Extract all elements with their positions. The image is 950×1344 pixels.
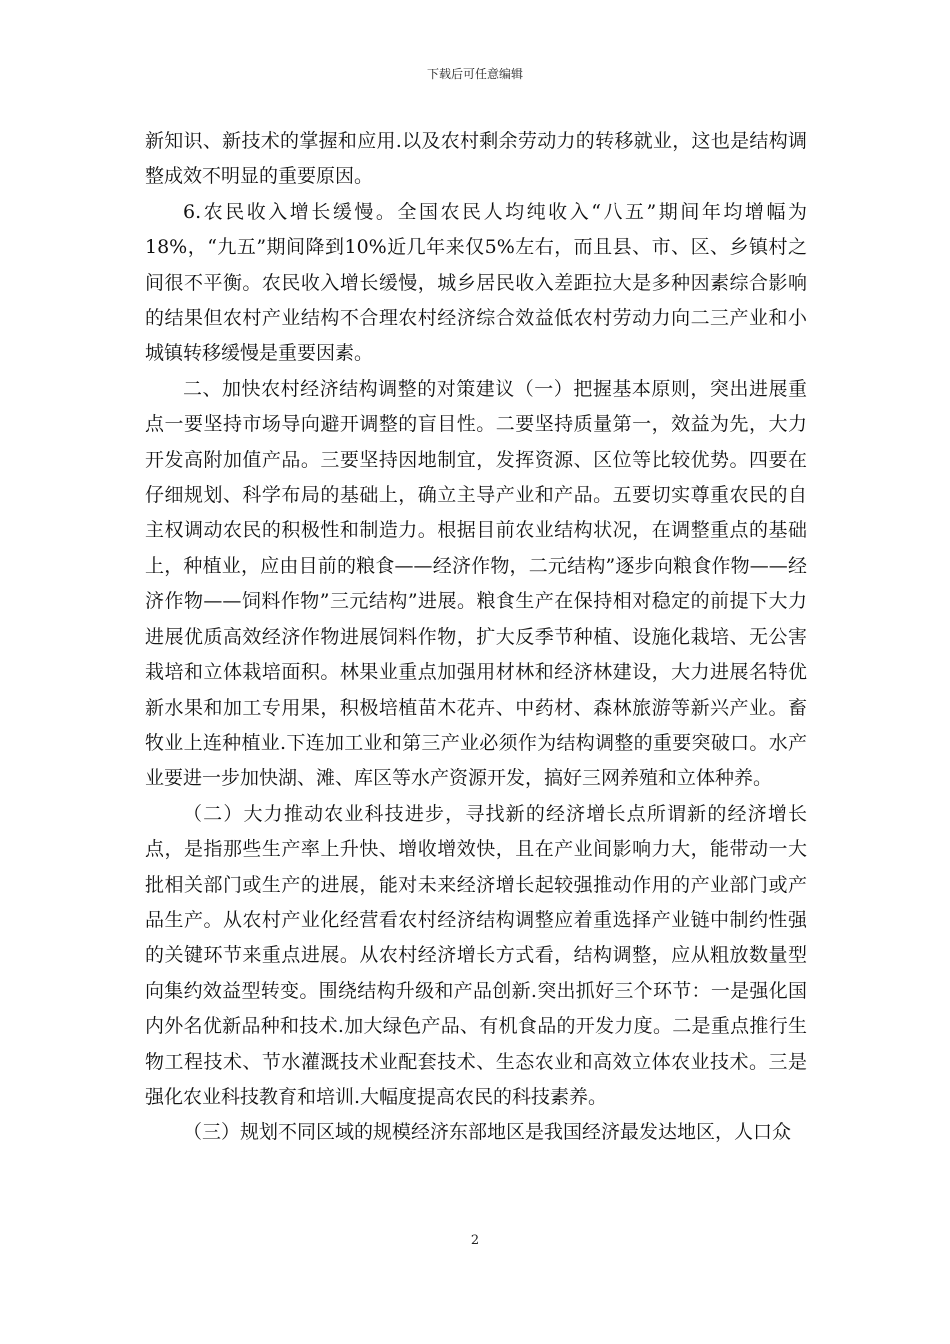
paragraph-farmer-income: 6.农民收入增长缓慢。全国农民人均纯收入“八五”期间年均增幅为18%，“九五”期间降到10%近几年来仅5%左右，而且县、市、区、乡镇村之间很不平衡。农民收入增长缓慢，城乡居民收入差距拉大是多种因素综合影响的结果但农村产业结构不合理农村经济综合效益低农村劳动力向二三产业和小城镇转移缓慢是重要因素。 xyxy=(145,200,807,365)
page-header: 下载后可任意编辑 xyxy=(426,67,523,81)
paragraph-regional-economy: （三）规划不同区域的规模经济东部地区是我国经济最发达地区，人口众 xyxy=(183,1121,792,1144)
page-number: 2 xyxy=(470,1233,480,1248)
paragraph-tech-progress: （二）大力推动农业科技进步，寻找新的经济增长点所谓新的经济增长点，是指那些生产率上升快、增收增效快，且在产业间影响力大，能带动一大批相关部门或生产的进展，能对未来经济增长起较强推动作用的产业部门或产品生产。从农村产业化经营看农村经济结构调整应着重选择产业链中制约性强的关键环节来重点进展。从农村经济增长方式看，结构调整，应从粗放数量型向集约效益型转变。围绕结构升级和产品创新.突出抓好三个环节：一是强化国内外名优新品种和技术.加大绿色产品、有机食品的开发力度。二是重点推行生物工程技术、节水灌溉技术业配套技术、生态农业和高效立体农业技术。三是强化农业科技教育和培训.大幅度提高农民的科技素养。 xyxy=(145,802,807,1108)
document-body xyxy=(145,124,807,1151)
paragraph-policy-suggestions: 二、加快农村经济结构调整的对策建议（一）把握基本原则，突出进展重点一要坚持市场导向避开调整的盲目性。二要坚持质量第一，效益为先，大力开发高附加值产品。三要坚持因地制宜，发挥资源、区位等比较优势。四要在仔细规划、科学布局的基础上，确立主导产业和产品。五要切实尊重农民的自主权调动农民的积极性和制造力。根据目前农业结构状况，在调整重点的基础上，种植业，应由目前的粮食——经济作物，二元结构”逐步向粮食作物——经济作物——饲料作物”三元结构”进展。粮食生产在保持相对稳定的前提下大力进展优质高效经济作物进展饲料作物，扩大反季节种植、设施化栽培、无公害栽培和立体栽培面积。林果业重点加强用材林和经济林建设，大力进展名特优新水果和加工专用果，积极培植苗木花卉、中药材、森林旅游等新兴产业。畜牧业上连种植业.下连加工业和第三产业必须作为结构调整的重要突破口。水产业要进一步加快湖、滩、库区等水产资源开发，搞好三网养殖和立体种养。 xyxy=(145,377,807,790)
paragraph-continuation: 新知识、新技术的掌握和应用.以及农村剩余劳动力的转移就业，这也是结构调整成效不明显的重要原因。 xyxy=(145,130,807,188)
